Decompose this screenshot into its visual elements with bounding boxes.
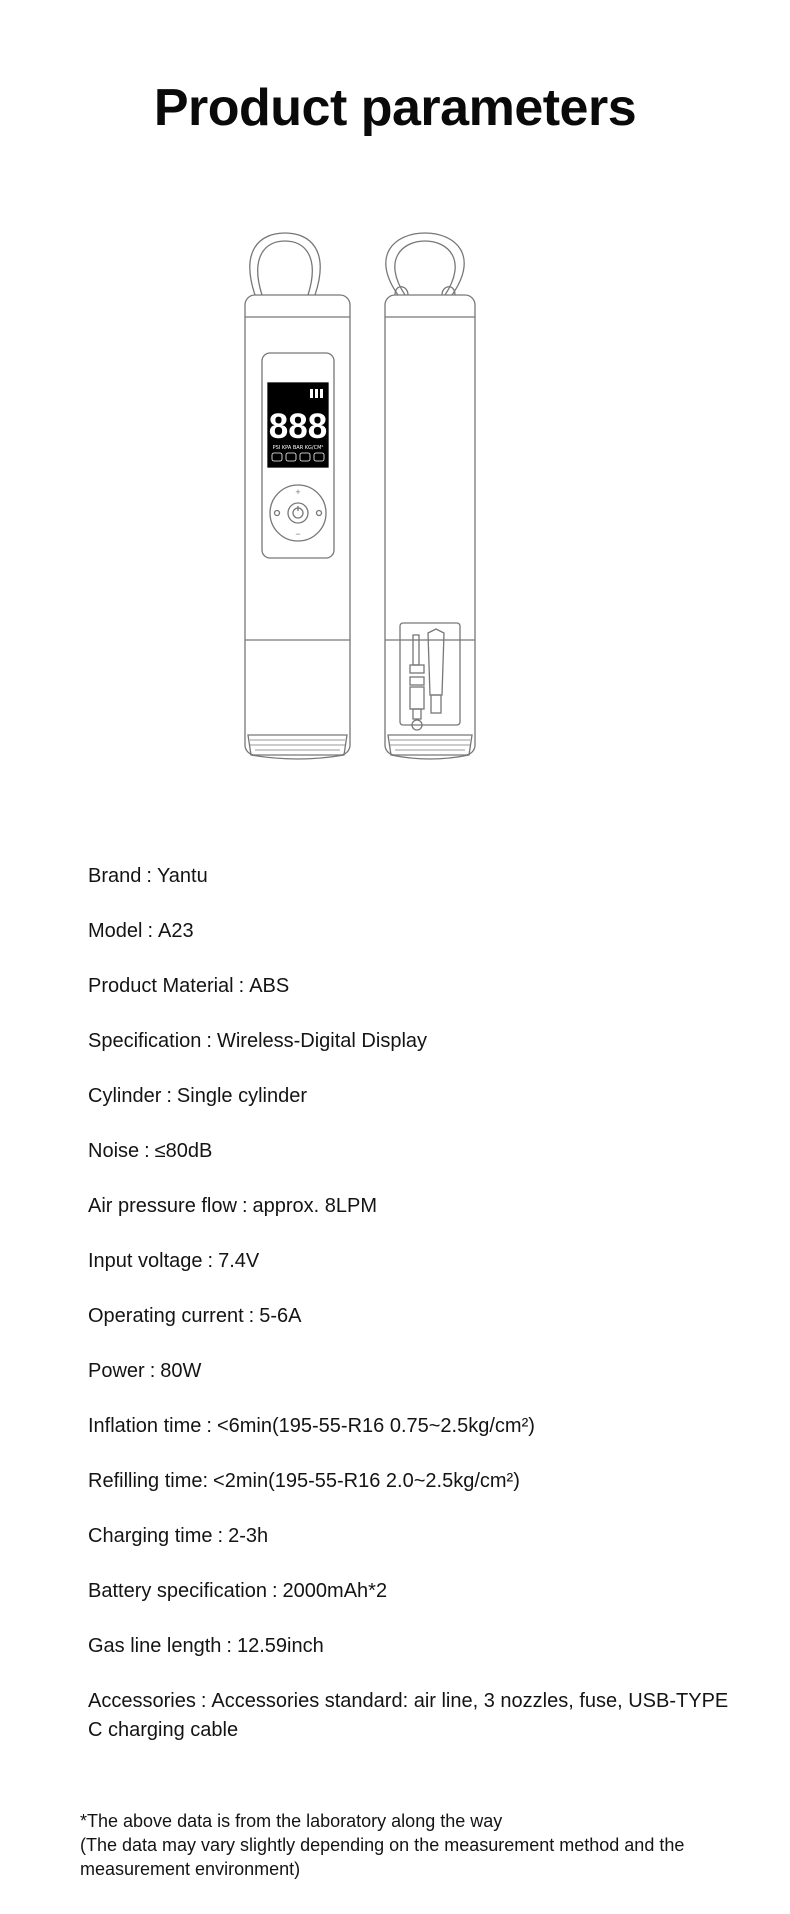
spec-value: 2000mAh*2 [282,1580,388,1602]
spec-label: Product Material [88,975,234,997]
spec-value: Wireless-Digital Display [216,1030,428,1052]
spec-label: Charging time [88,1525,213,1547]
spec-value: Single cylinder [176,1085,307,1107]
spec-label: Input voltage [88,1250,203,1272]
spec-power: Power : 80W [88,1360,202,1382]
spec-label: Battery specification [88,1580,267,1602]
spec-label: Inflation time [88,1415,202,1437]
spec-noise: Noise : ≤80dB [88,1140,213,1162]
spec-value: ABS [249,975,290,997]
spec-value: Yantu [156,865,208,887]
page-title: Product parameters [153,79,637,137]
lcd-unit-label: PSI [272,445,281,451]
spec-label: Operating current [88,1305,244,1327]
spec-label: Refilling time [88,1470,203,1492]
spec-value: 80W [160,1360,202,1382]
spec-air-flow: Air pressure flow : approx. 8LPM [88,1195,378,1217]
spec-material: Product Material : ABS [88,975,290,997]
spec-value: <2min(195-55-R16 2.0~2.5kg/cm²) [213,1470,520,1492]
hanging-loop [386,233,464,295]
minus-icon: − [295,529,301,539]
mode-icon [317,511,322,516]
spec-label: Brand [88,865,142,887]
spec-battery: Battery specification : 2000mAh*2 [88,1580,388,1602]
nozzle-compartment [400,623,460,725]
lcd-unit-label: KG/CM² [304,445,324,451]
spec-brand: Brand : Yantu [88,865,208,887]
spec-value: Accessories standard: air line, 3 nozzles, fuse, USB-TYPE C charging cable [88,1690,729,1741]
spec-label: Air pressure flow [88,1195,237,1217]
hanging-loop [250,233,320,295]
spec-cylinder: Cylinder : Single cylinder [88,1085,307,1107]
footnote-line-2: (The data may vary slightly depending on the measurement method and the measurement environment) [80,1835,685,1879]
lcd-unit-label: KPA [281,445,292,451]
spec-charging-time: Charging time : 2-3h [88,1525,269,1547]
spec-label: Model [88,920,143,942]
spec-label: Noise [88,1140,140,1162]
spec-specification: Specification : Wireless-Digital Display [88,1030,428,1052]
spec-inflation-time: Inflation time : <6min(195-55-R16 0.75~2.5kg/cm²) [88,1415,535,1437]
spec-value: <6min(195-55-R16 0.75~2.5kg/cm²) [216,1415,535,1437]
footnote [80,1809,740,1881]
grip-ridges [250,740,345,750]
spec-label: Cylinder [88,1085,162,1107]
spec-operating-current: Operating current : 5-6A [88,1305,302,1327]
spec-value: ≤80dB [154,1140,213,1162]
front-view [245,233,350,759]
spec-value: approx. 8LPM [252,1195,378,1217]
spec-label: Power [88,1360,145,1382]
product-illustration [230,225,560,785]
footnote-line-1: *The above data is from the laboratory along the way [80,1811,503,1831]
battery-icon [310,389,323,398]
lcd-units [273,445,324,451]
spec-value: A23 [158,920,194,942]
spec-model: Model : A23 [88,920,194,942]
spec-value: 2-3h [228,1525,269,1547]
spec-label: Gas line length [88,1635,222,1657]
light-icon [275,511,280,516]
spec-value: 5-6A [259,1305,302,1327]
spec-value: 12.59inch [236,1635,324,1657]
spec-gas-line-length: Gas line length : 12.59inch [88,1635,324,1657]
side-view [385,233,475,759]
nozzle-assembly [410,629,444,730]
spec-refilling-time: Refilling time: <2min(195-55-R16 2.0~2.5kg/cm²) [88,1470,520,1492]
spec-label: Accessories [88,1690,196,1712]
spec-label: Specification [88,1030,202,1052]
lcd-unit-label: BAR [292,445,304,451]
spec-value: 7.4V [218,1250,260,1272]
plus-icon: + [295,487,301,497]
spec-accessories: Accessories : Accessories standard: air line, 3 nozzles, fuse, USB-TYPE C charging cable [88,1690,729,1741]
spec-input-voltage: Input voltage : 7.4V [88,1250,260,1272]
spec-list [88,862,748,1745]
lcd-digits: 888 [268,407,328,446]
